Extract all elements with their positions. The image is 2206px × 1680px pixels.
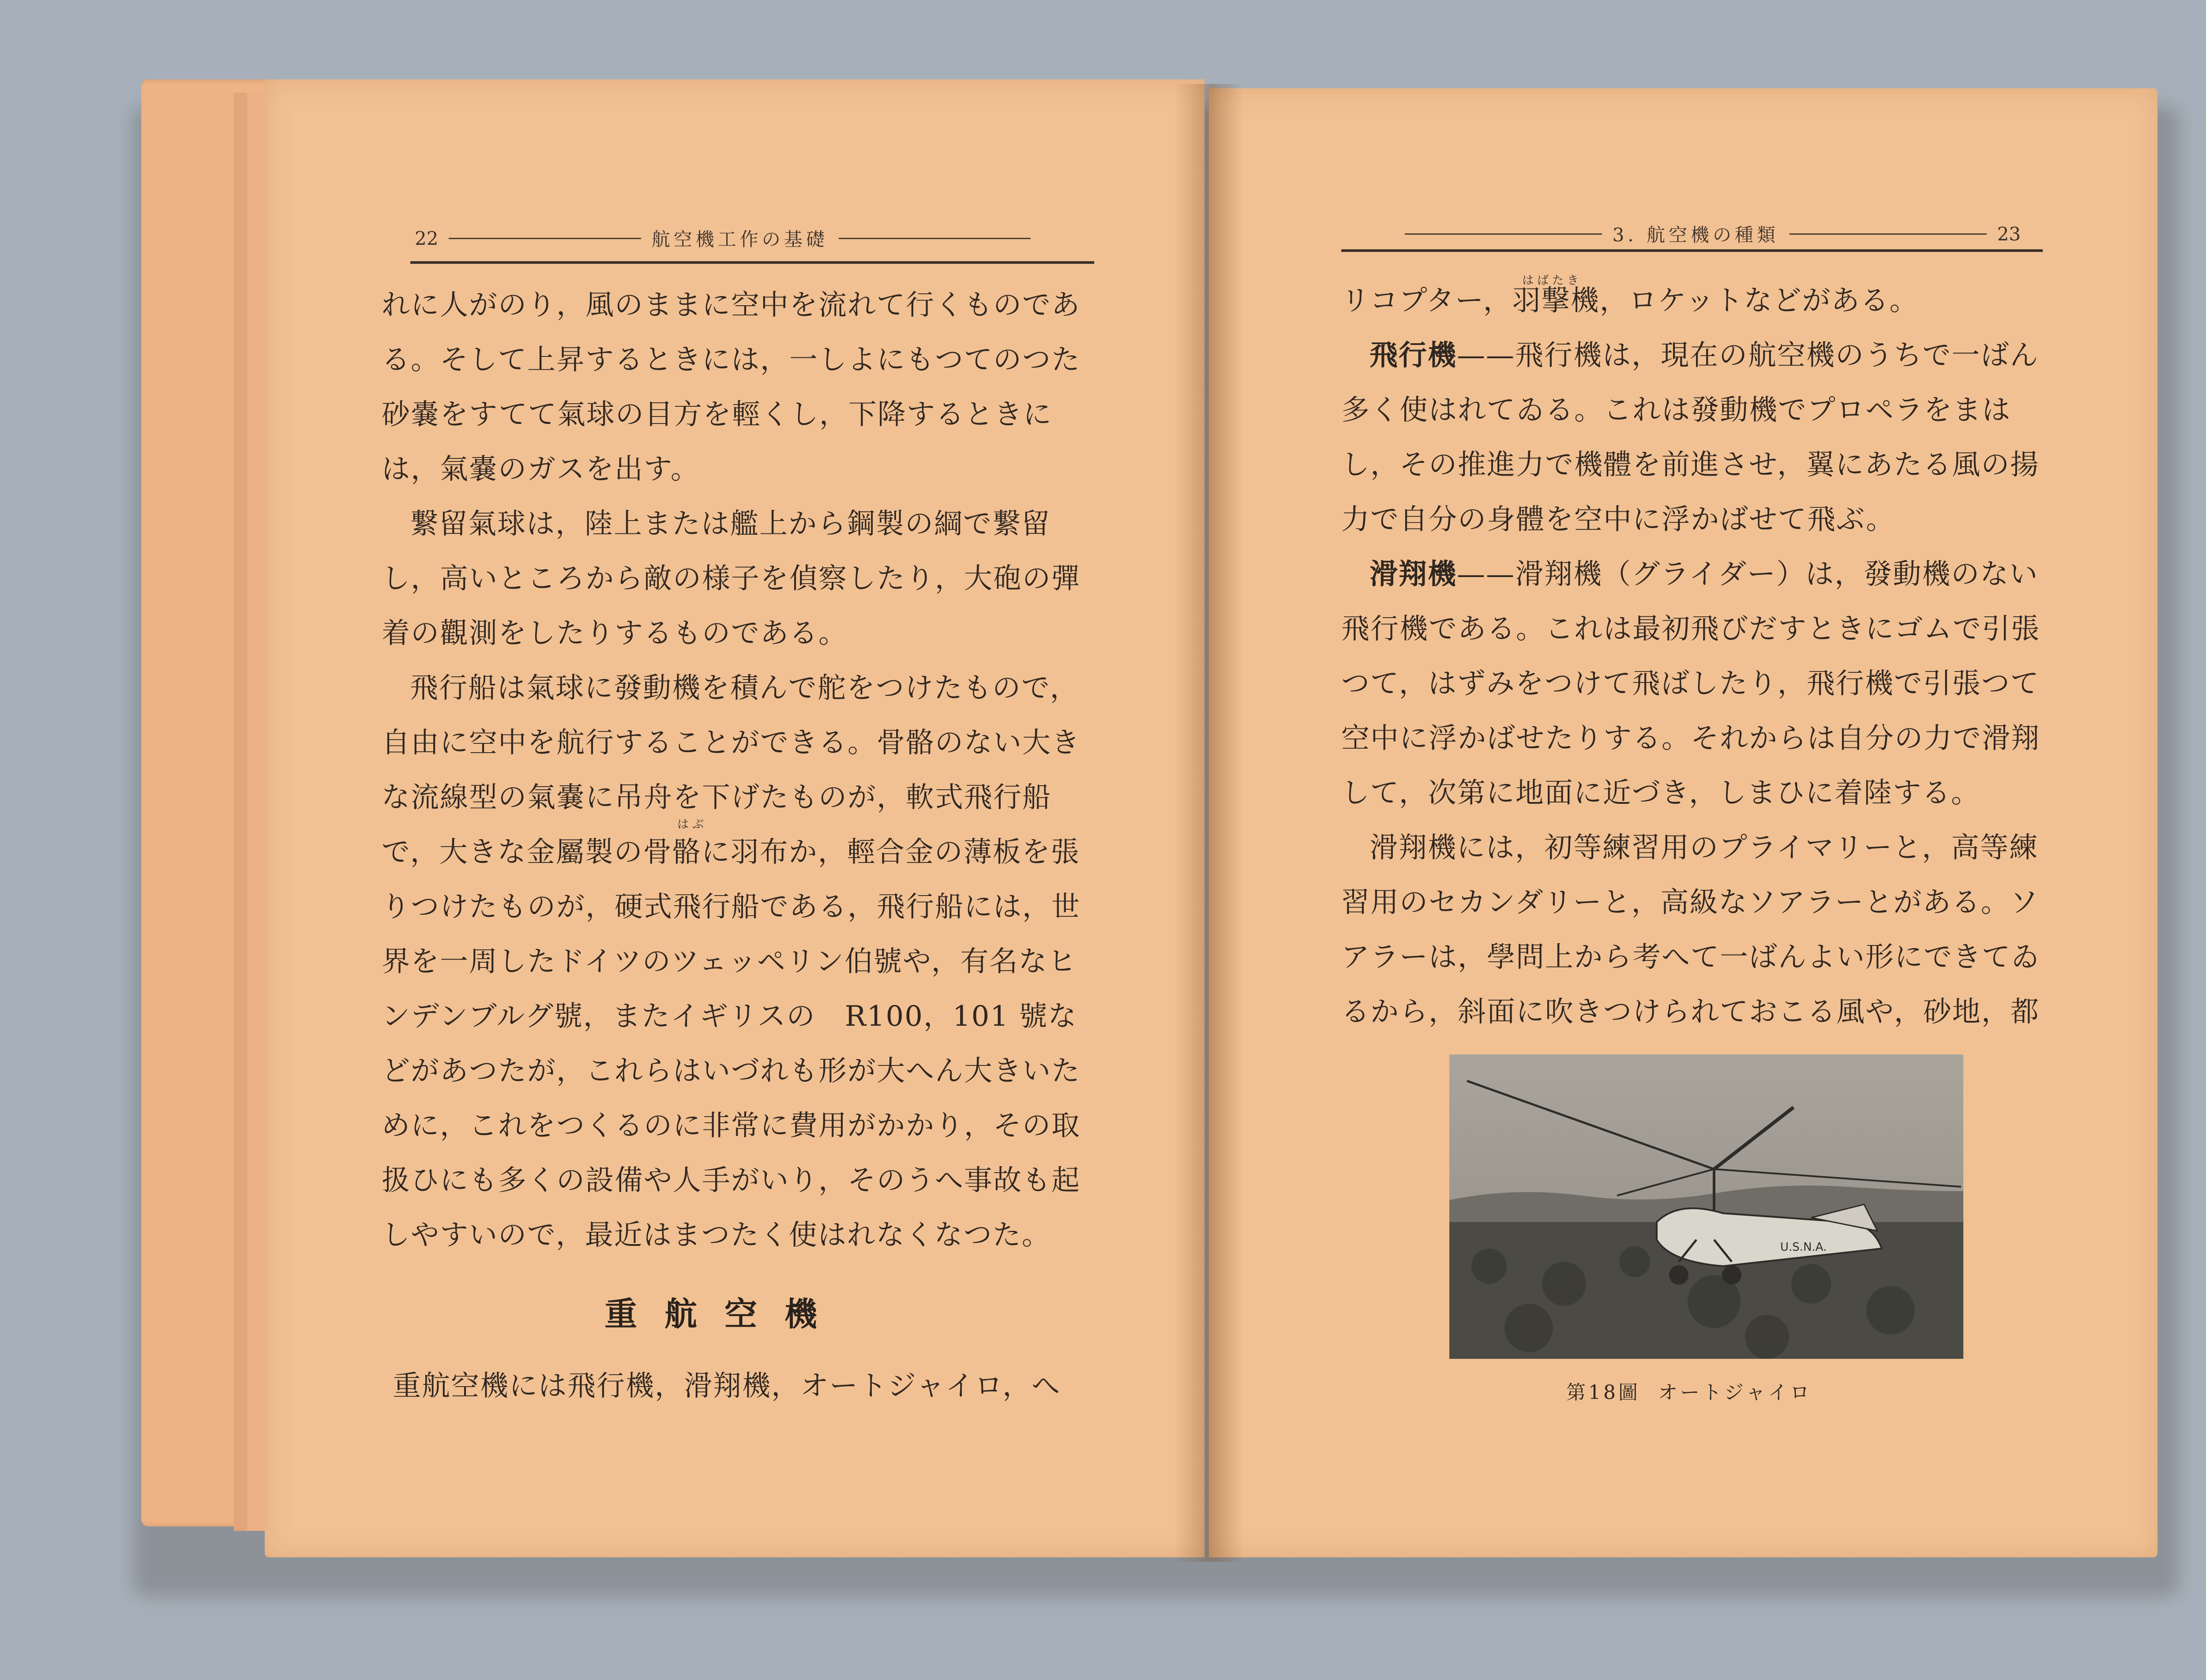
left-head-dash-2 [839, 238, 1031, 239]
right-page-number: 23 [1997, 223, 2021, 245]
term-glider: 滑翔機 [1369, 558, 1457, 591]
left-last-line: 重航空機には飛行機，滑翔機，オートジャイロ，へ [393, 1370, 1061, 1402]
right-running-head [1394, 218, 2021, 249]
left-running-title: 航空機工作の基礎 [651, 229, 828, 250]
left-paragraph-3: 飛行船は氣球に發動機を積んで舵をつけたもので，自由に空中を航行することができる。骨骼のない大きな流線型の氣嚢に吊舟を下げたものが，軟式飛行船で，大きな金屬製の骨骼に羽布か，輕合金の薄板を張りつけたものが，硬式飛行船である，飛行船には，世界を一周したドイツのツェッペリン伯號や，有名なヒンデンブルグ號，またイギリスの R100，101 號などがあつたが，これらはいづれも形が大へん大きいために，これをつくるのに非常に費用がかかり，その取扱ひにも多くの設備や人手がいり，そのうへ事故も起しやすいので，最近はまつたく使はれなくなつた。 [382, 672, 1080, 1252]
left-body-text [382, 278, 1096, 1263]
left-head-dash [449, 238, 641, 239]
section-heading: 重航空機 [604, 1295, 844, 1333]
right-ruby: はばたき [1522, 274, 1583, 287]
left-head-rule [410, 261, 1094, 264]
right-head-rule [1341, 249, 2043, 252]
right-body-text [1341, 274, 2047, 1039]
right-first-line: リコプター，羽撃機，ロケットなどがある。 [1341, 285, 1919, 317]
left-last-paragraph [393, 1359, 1107, 1414]
autogiro-photo-svg [1449, 1054, 1963, 1359]
autogiro-photo [1449, 1054, 1963, 1359]
left-paragraph-2: 繋留氣球は，陸上または艦上から鋼製の綱で繋留し，高いところから敵の様子を偵察したり，大砲の彈着の觀測をしたりするものである。 [382, 508, 1080, 650]
fuselage-marking: U.S.N.A. [1780, 1241, 1827, 1254]
figure-caption [1566, 1376, 1830, 1405]
airplane-text: ——飛行機は，現在の航空機のうちで一ばん多く使はれてゐる。これは發動機でプロペラをまはし，その推進力で機體を前進させ，翼にあたる風の揚力で自分の身體を空中に浮かばせて飛ぶ。 [1341, 339, 2040, 536]
right-head-dash [1405, 233, 1602, 235]
right-last-paragraph: 滑翔機には，初等練習用のプライマリーと，高等練習用のセカンダリーと，高級なソアラーとがある。ソアラーは，學問上から考へて一ばんよい形にできてゐるから，斜面に吹きつけられておこる風や，砂地，都 [1341, 832, 2040, 1028]
figure-title: オートジャイロ [1658, 1381, 1812, 1404]
right-running-title: 3. 航空機の種類 [1612, 224, 1779, 246]
left-page-number: 22 [415, 227, 439, 249]
term-airplane: 飛行機 [1369, 339, 1457, 372]
book-gutter [1174, 84, 1244, 1562]
left-ruby: はぶ [677, 818, 708, 831]
figure-label: 第18圖 [1566, 1381, 1640, 1404]
right-head-dash-2 [1790, 233, 1987, 235]
left-running-head [415, 223, 1041, 254]
glider-text: ——滑翔機（グライダー）は，發動機のない飛行機である。これは最初飛びだすときにゴムで引張つて，はずみをつけて飛ばしたり，飛行機で引張つて空中に浮かばせたりする。それからは自分の力で滑翔して，次第に地面に近づき，しまひに着陸する。 [1341, 558, 2040, 810]
left-paragraph-1: れに人がのり，風のままに空中を流れて行くものである。そして上昇するときには，一しよにもつてのつた砂嚢をすてて氣球の目方を輕くし，下降するときには，氣嚢のガスを出す。 [382, 289, 1080, 486]
